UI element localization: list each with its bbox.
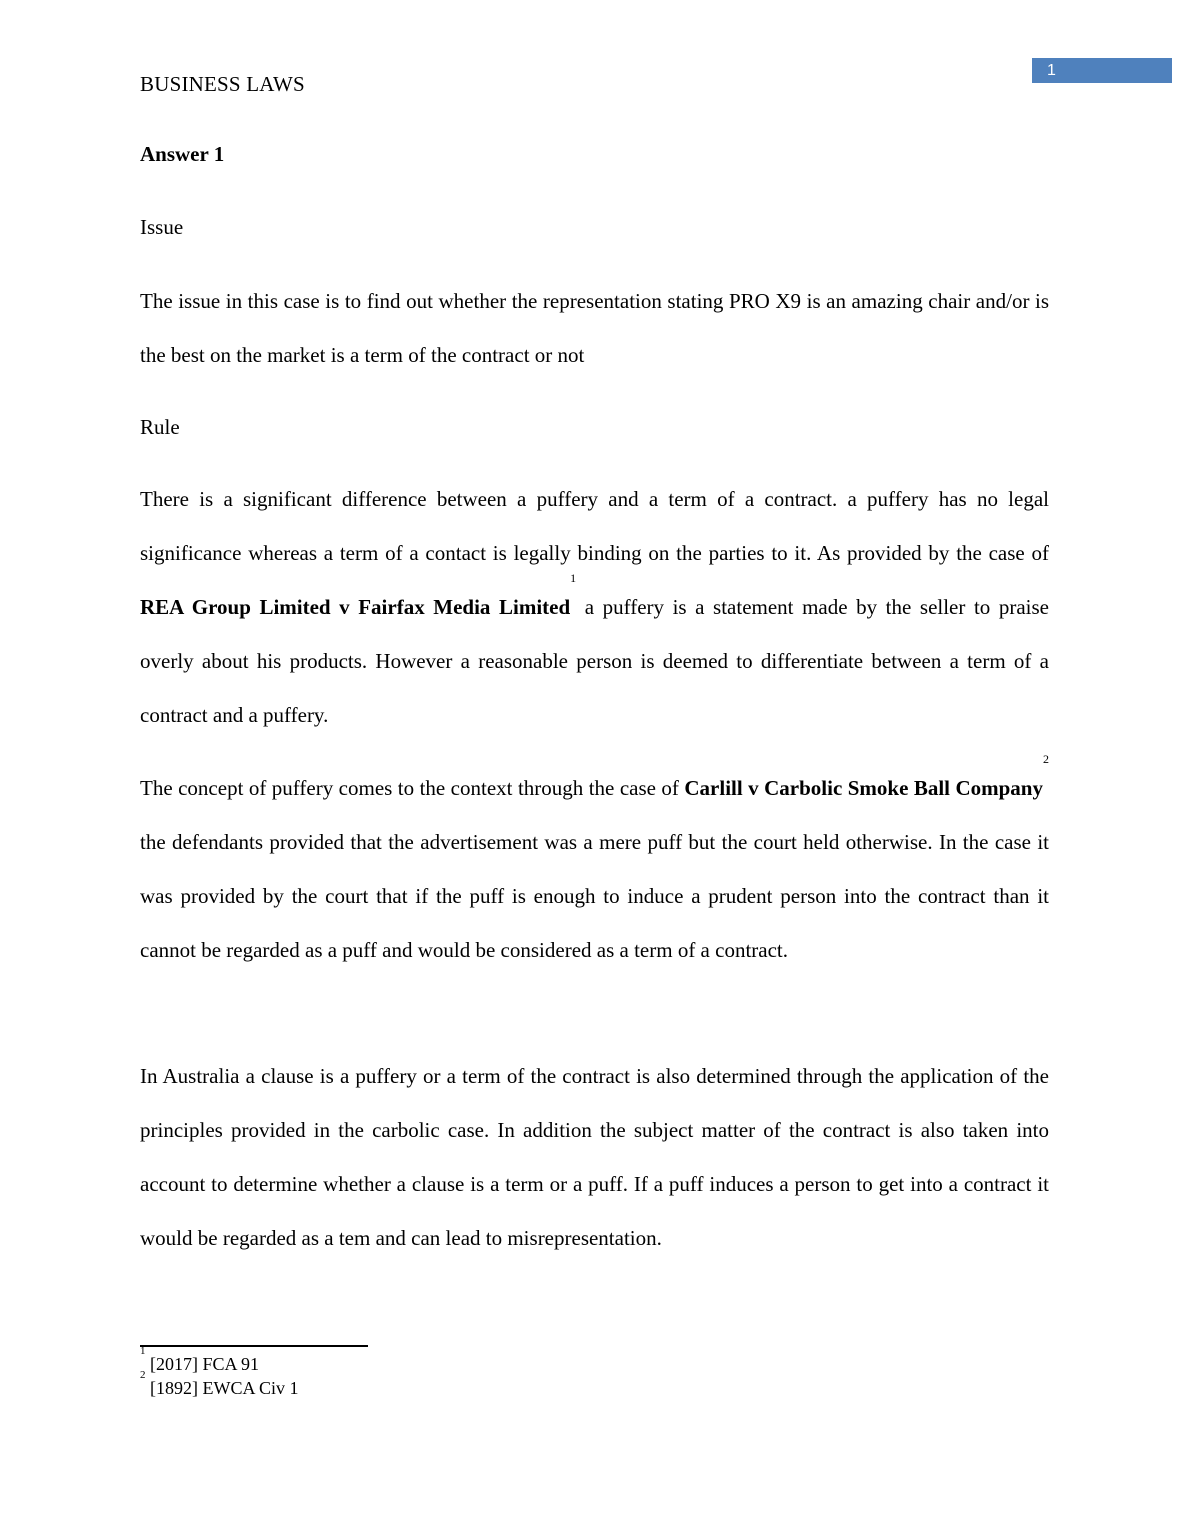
- footnote-2: [140, 1369, 299, 1400]
- footnote-ref-1[interactable]: 1: [570, 571, 577, 585]
- footnote-2-number: 2: [140, 1369, 146, 1381]
- footnote-ref-2[interactable]: 2: [1043, 752, 1049, 766]
- case-name-carlill: Carlill v Carbolic Smoke Ball Company: [684, 776, 1043, 800]
- page-number-badge: [1032, 58, 1172, 83]
- rule-paragraph-1: [140, 472, 1049, 742]
- footnote-2-text: [1892] EWCA Civ 1: [145, 1378, 299, 1398]
- answer-heading: Answer 1: [140, 142, 225, 166]
- footnote-1-text: [2017] FCA 91: [145, 1354, 260, 1374]
- issue-paragraph: The issue in this case is to find out whether the representation stating PRO X9 is an amazing chair and/or is the best on the market is a term of the contract or not: [140, 289, 1049, 367]
- rule-paragraph-2: [140, 752, 1049, 977]
- issue-label: Issue: [140, 215, 184, 239]
- rule-paragraph-3: In Australia a clause is a puffery or a term of the contract is also determined through the application of the principles provided in the carbolic case. In addition the subject matter of the contract is also taken into account to determine whether a clause is a term or a puff. If a puff induces a person to get into a contract it would be regarded as a tem and can lead to misrepresentation.: [140, 1064, 1049, 1250]
- rule-paragraph-1-text-b: a puffery is a statement made by the seller to praise overly about his products. However a reasonable person is deemed to differentiate between a term of a contract and a puffery.: [140, 595, 1049, 727]
- running-header: BUSINESS LAWS: [140, 72, 305, 96]
- case-name-rea-group: REA Group Limited v Fairfax Media Limited: [140, 595, 571, 619]
- footnote-1-number: 1: [140, 1345, 146, 1357]
- rule-label: Rule: [140, 415, 180, 439]
- rule-paragraph-1-text-a: There is a significant difference between a puffery and a term of a contract. a puffery has no legal significance whereas a term of a contact is legally binding on the parties to it. As provided by the case of: [140, 487, 1049, 565]
- footnote-separator: [140, 1345, 368, 1347]
- rule-paragraph-2-text-b: the defendants provided that the advertisement was a mere puff but the court held otherwise. In the case it was provided by the court that if the puff is enough to induce a prudent person into the contract than it cannot be regarded as a puff and would be considered as a term of a contract.: [140, 830, 1049, 962]
- rule-paragraph-2-text-a: The concept of puffery comes to the context through the case of: [140, 776, 685, 800]
- page-number: 1: [1047, 62, 1056, 79]
- footnote-1: [140, 1345, 260, 1376]
